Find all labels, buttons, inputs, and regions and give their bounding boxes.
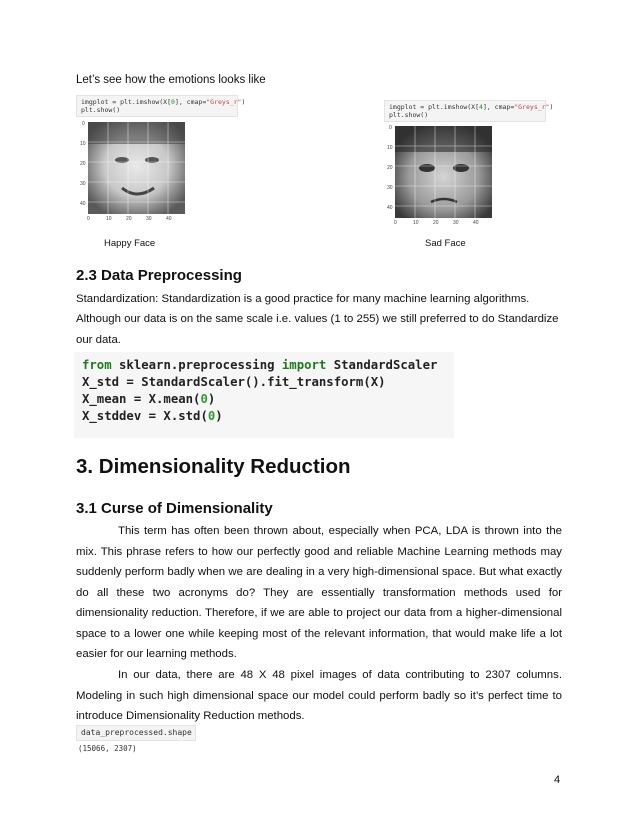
intro-text: Let’s see how the emotions looks like — [76, 74, 266, 86]
section-2-3-line1: Standardization: Standardization is a good practice for many machine learning algorithms. — [76, 293, 530, 305]
code-line1-str: "Greys_r" — [514, 103, 550, 111]
standardization-code-block — [74, 352, 454, 438]
code-line1-b: ], cmap= — [174, 98, 207, 106]
happy-face-plot — [74, 118, 190, 222]
left-eye — [419, 164, 435, 172]
section-3-1-paragraph-2: In our data, there are 48 X 48 pixel images of data contributing to 2307 columns. Modeling in such high dimensional space our model could perform badly so it’s perfect time to introduce Dimensionality Reduction methods. — [76, 669, 562, 722]
code-line-3n: 0 — [200, 392, 208, 406]
section-3-1-title: 3.1 Curse of Dimensionality — [76, 500, 273, 517]
sad-face-caption: Sad Face — [425, 238, 466, 249]
xtick: 20 — [433, 220, 439, 226]
code-keyword-import: import — [281, 358, 327, 372]
figure-1-code — [76, 95, 246, 117]
ytick: 0 — [82, 121, 85, 127]
code-line1-idx: 0 — [171, 98, 175, 106]
ytick: 10 — [387, 145, 393, 151]
section-2-3-line2: Although our data is on the same scale i.e. values (1 to 255) we still preferred to do Standardize — [76, 313, 559, 325]
xtick: 0 — [394, 220, 397, 226]
ytick: 30 — [80, 181, 86, 187]
ytick: 10 — [80, 141, 86, 147]
section-2-3-title: 2.3 Data Preprocessing — [76, 267, 242, 284]
xtick: 30 — [146, 216, 152, 222]
code-line1-idx: 4 — [479, 103, 483, 111]
code-line-2: X_std = StandardScaler().fit_transform(X) — [82, 375, 386, 389]
xtick: 10 — [413, 220, 419, 226]
ytick: 20 — [387, 165, 393, 171]
chapter-3-title: 3. Dimensionality Reduction — [76, 455, 351, 478]
figure-2-code — [384, 100, 554, 122]
code-line1-str: "Greys_r" — [206, 98, 242, 106]
code-line-4n: 0 — [207, 409, 216, 423]
right-eye — [453, 164, 469, 172]
code-keyword-from: from — [82, 358, 112, 372]
ytick: 20 — [80, 161, 86, 167]
ytick: 40 — [80, 201, 86, 207]
code-line1-c: ) — [241, 98, 246, 106]
page-number: 4 — [554, 774, 561, 786]
sad-face-plot — [381, 122, 497, 226]
code-line1-a: imgplot = plt.imshow(X[ — [81, 98, 172, 106]
code-line2: plt.show() — [81, 106, 121, 114]
code-line-3a: X_mean = X.mean( — [82, 392, 201, 406]
section-2-3-line3: our data. — [76, 334, 121, 346]
shape-code-cell: data_preprocessed.shape — [76, 725, 196, 741]
xtick: 10 — [106, 216, 112, 222]
code-line1-a: imgplot = plt.imshow(X[ — [389, 103, 480, 111]
code-line-4a: X_stddev = X.std( — [82, 409, 208, 423]
hair-shade — [395, 126, 492, 152]
xtick: 40 — [166, 216, 172, 222]
code-class: StandardScaler — [326, 358, 438, 372]
ytick: 0 — [389, 125, 392, 131]
code-line-4b: ) — [215, 409, 223, 423]
code-line1-c: ) — [549, 103, 554, 111]
xtick: 40 — [473, 220, 479, 226]
xtick: 20 — [126, 216, 132, 222]
hair-shade — [88, 122, 185, 144]
happy-face-caption: Happy Face — [104, 238, 156, 249]
ytick: 40 — [387, 205, 393, 211]
section-3-1-paragraph-1: This term has often been thrown about, especially when PCA, LDA is thrown into the mix. This phrase refers to how our perfectly good and reliable Machine Learning methods may suddenly perform badly when we are dealing in a very high-dimensional space. But what exactly do all these two acronyms do? They are essentially transformation methods used for dimensionality reduction. Therefore, if we are able to project our data from a higher-dimensional space to a lower one while keeping most of the relevant information, that would make life a lot easier for our learning methods. — [76, 525, 562, 660]
xtick: 0 — [87, 216, 90, 222]
ytick: 30 — [387, 185, 393, 191]
code-line2: plt.show() — [389, 111, 429, 119]
xtick: 30 — [453, 220, 459, 226]
code-module: sklearn.preprocessing — [111, 358, 282, 372]
shape-output: (15066, 2307) — [78, 744, 137, 753]
code-line-3b: ) — [207, 392, 216, 406]
code-line1-b: ], cmap= — [482, 103, 515, 111]
